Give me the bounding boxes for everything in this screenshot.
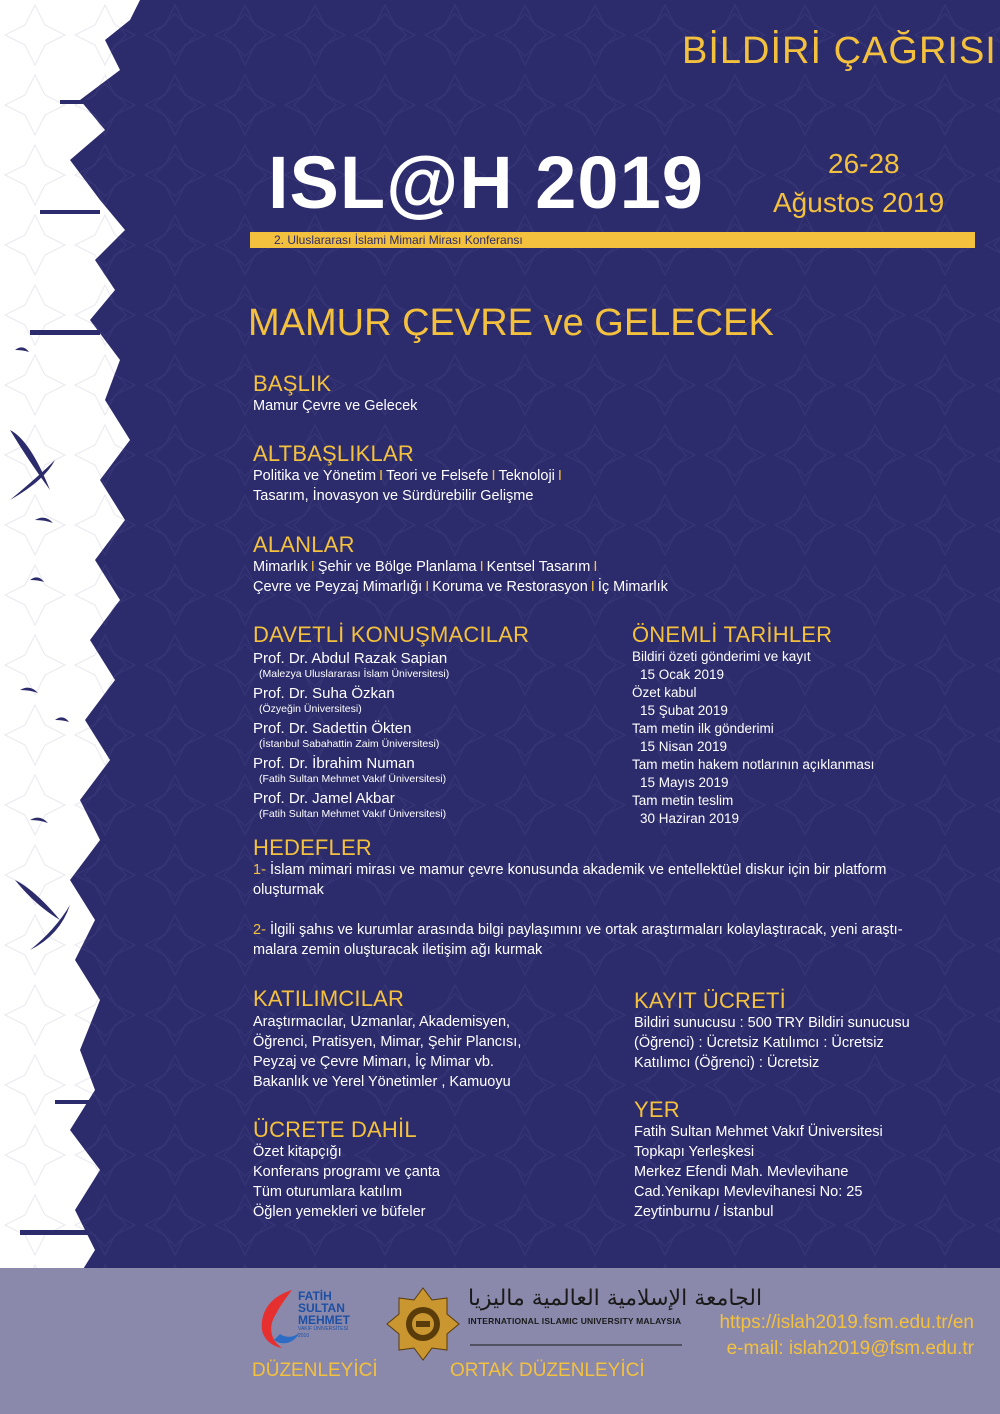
baslik-heading: BAŞLIK [253,371,332,396]
dates-heading: ÖNEMLİ TARİHLER [632,622,833,647]
speaker-name: Prof. Dr. Jamel Akbar [253,790,395,807]
venue-line: Topkapı Yerleşkesi [634,1144,755,1160]
objective-1-line1 [253,860,886,880]
dates-list [632,648,874,828]
fsm-logo-line4: VAKIF ÜNİVERSİTESİ [298,1326,349,1332]
speaker-affiliation: (İstanbul Sabahattin Zaim Üniversitesi) [259,738,440,750]
organizer-label: DÜZENLEYİCİ [252,1360,378,1381]
yer-heading: YER [634,1097,680,1122]
fsm-logo-mark [252,1286,302,1352]
fsm-logo-line1: FATİH [298,1289,332,1303]
iium-script-line [470,1330,682,1346]
speaker [253,719,449,750]
speaker-affiliation: (Fatih Sultan Mehmet Vakıf Üniversitesi) [259,808,447,820]
alanlar-line1: Mimarlık I Şehir ve Bölge Planlama I Kentsel Tasarım I [253,559,598,575]
fee-line: (Öğrenci) : Ücretsiz Katılımcı : Ücretsiz [634,1035,884,1051]
date-value: 15 Ocak 2019 [640,667,725,682]
objective-text: İslam mimari mirası ve mamur çevre konusunda akademik ve entellektüel diskur için bir platform [269,862,887,878]
included-line: Özet kitapçığı [253,1144,342,1160]
fsm-logo-line3: MEHMET [298,1313,350,1327]
fee-line: Bildiri sunucusu : 500 TRY Bildiri sunucusu [634,1015,910,1031]
objective-number: 1- [253,862,266,878]
speaker-affiliation: (Fatih Sultan Mehmet Vakıf Üniversitesi) [259,773,447,785]
email-link[interactable]: e-mail: islah2019@fsm.edu.tr [726,1338,974,1359]
dates-line1: 26-28 [828,148,900,179]
speaker-name: Prof. Dr. Abdul Razak Sapian [253,650,448,667]
objective-text: İlgili şahıs ve kurumlar arasında bilgi paylaşımını ve ortak araştırmaları kolaylaştıracak, yeni araştı- [269,922,903,938]
field-item: Koruma ve Restorasyon [432,579,588,595]
objective-number: 2- [253,922,266,938]
date-label: Bildiri özeti gönderimi ve kayıt [632,649,811,664]
speaker-name: Prof. Dr. Suha Özkan [253,685,395,702]
iium-arabic-name: الجامعة الإسلامية العالمية ماليزيا [468,1286,763,1311]
altbasliklar-heading: ALTBAŞLIKLAR [253,441,414,466]
date-label: Özet kabul [632,685,697,700]
participants-line: Bakanlık ve Yerel Yönetimler , Kamuoyu [253,1074,511,1090]
participants-line: Peyzaj ve Çevre Mimarı, İç Mimar vb. [253,1054,494,1070]
alanlar-heading: ALANLAR [253,532,355,557]
date-label: Tam metin ilk gönderimi [632,721,774,736]
fsm-logo-year: 2010 [298,1333,310,1339]
objective-2-line1 [253,920,903,940]
call-title: BİLDİRİ ÇAĞRISI [682,30,997,72]
field-item: Çevre ve Peyzaj Mimarlığı [253,579,423,595]
speaker-affiliation: (Malezya Uluslararası İslam Üniversitesi) [259,668,450,680]
speaker-name: Prof. Dr. İbrahim Numan [253,755,415,772]
date-label: Tam metin teslim [632,793,734,808]
participants-line: Araştırmacılar, Uzmanlar, Akademisyen, [253,1014,511,1030]
date-value: 15 Şubat 2019 [640,703,728,718]
subtopic-item: Politika ve Yönetim [253,468,377,484]
subtopic-item: Tasarım, İnovasyon ve Sürdürebilir Gelişme [253,488,534,504]
date-value: 15 Nisan 2019 [640,739,728,754]
subtitle-bar [250,232,975,248]
theme-title: MAMUR ÇEVRE ve GELECEK [248,302,774,344]
speaker [253,684,449,715]
speaker [253,789,449,820]
fee-line: Katılımcı (Öğrenci) : Ücretsiz [634,1055,820,1071]
venue-line: Zeytinburnu / İstanbul [634,1204,774,1220]
kayit-heading: KAYIT ÜCRETİ [634,988,786,1013]
katilimcilar-heading: KATILIMCILAR [253,986,405,1011]
speaker [253,754,449,785]
venue-line: Merkez Efendi Mah. Mevlevihane [634,1164,849,1180]
speaker-name: Prof. Dr. Sadettin Ökten [253,720,412,737]
dates-line2: Ağustos 2019 [773,187,945,218]
date-label: Tam metin hakem notlarının açıklanması [632,757,875,772]
footer [0,1268,1000,1414]
iium-emblem-icon [385,1286,461,1362]
field-item: İç Mimarlık [597,579,668,595]
subtopic-item: Teknoloji [498,468,555,484]
conference-subtitle: 2. Uluslararası İslami Mimari Mirası Konferansı [274,233,523,247]
speakers-list [253,649,449,824]
iium-english-name: INTERNATIONAL ISLAMIC UNIVERSITY MALAYSIA [468,1316,682,1326]
venue-line: Fatih Sultan Mehmet Vakıf Üniversitesi [634,1124,883,1140]
field-item: Mimarlık [253,559,308,575]
date-value: 15 Mayıs 2019 [640,775,729,790]
website-link[interactable]: https://islah2019.fsm.edu.tr/en [719,1312,974,1333]
speaker-affiliation: (Özyeğin Üniversitesi) [259,703,362,715]
hedefler-heading: HEDEFLER [253,835,372,860]
conference-name: ISL@H 2019 [268,141,704,224]
altbasliklar-line2 [253,486,533,506]
speaker [253,649,449,680]
date-value: 30 Haziran 2019 [640,811,740,826]
participants-line: Öğrenci, Pratisyen, Mimar, Şehir Plancısı, [253,1034,522,1050]
baslik-text: Mamur Çevre ve Gelecek [253,398,418,414]
subtopic-item: Teori ve Felsefe [386,468,489,484]
fsm-logo [252,1286,372,1354]
objective-2-line2: malara zemin oluşturacak iletişim ağı kurmak [253,942,543,958]
alanlar-line2: Çevre ve Peyzaj Mimarlığı I Koruma ve Restorasyon I İç Mimarlık [253,579,668,595]
ucrete-heading: ÜCRETE DAHİL [253,1117,417,1142]
co-organizer-label: ORTAK DÜZENLEYİCİ [450,1360,645,1381]
field-item: Kentsel Tasarım [486,559,591,575]
included-line: Tüm oturumlara katılım [253,1184,403,1200]
objective-1-line2: oluşturmak [253,882,324,898]
included-line: Öğlen yemekleri ve büfeler [253,1204,426,1220]
fsm-logo-line2: SULTAN [298,1301,345,1315]
field-item: Şehir ve Bölge Planlama [317,559,477,575]
speakers-heading: DAVETLİ KONUŞMACILAR [253,622,530,647]
altbasliklar-line1: Politika ve Yönetim I Teori ve Felsefe I Teknoloji I [253,468,562,484]
included-line: Konferans programı ve çanta [253,1164,440,1180]
venue-line: Cad.Yenikapı Mevlevihanesi No: 25 [634,1184,863,1200]
